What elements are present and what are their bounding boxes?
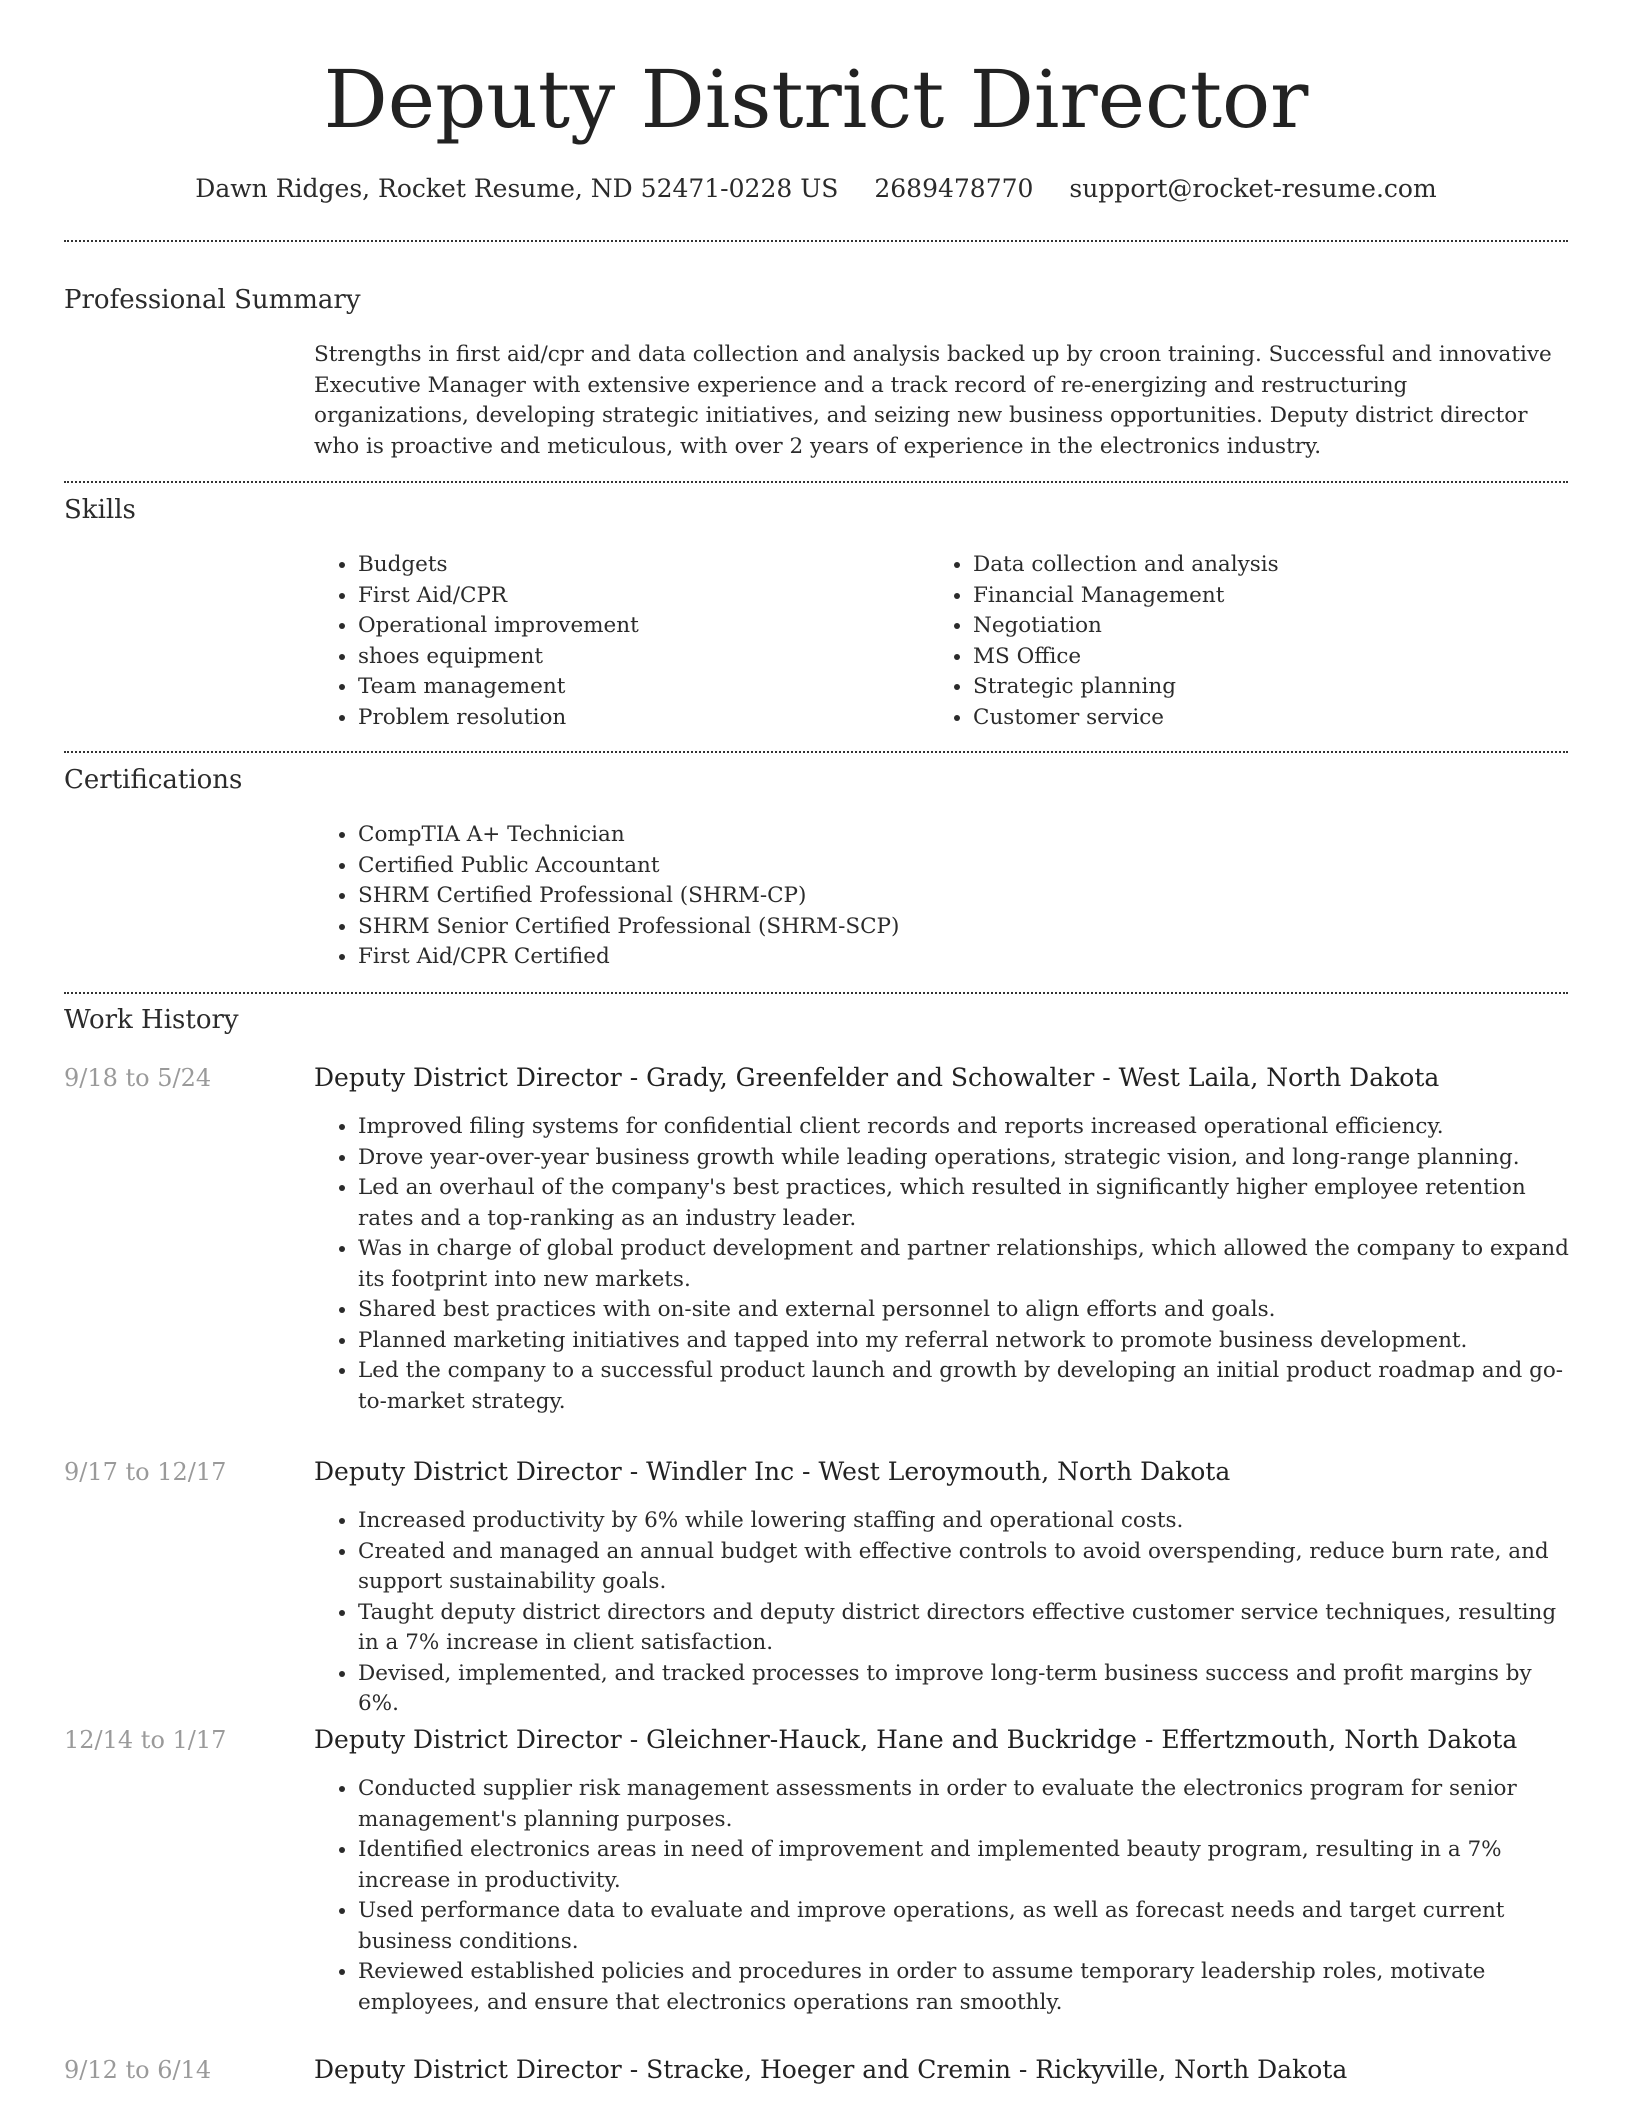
section-title-summary: Professional Summary — [64, 285, 361, 315]
certification-item: • Certified Public Accountant — [358, 851, 1570, 882]
skill-item: • Negotiation — [973, 611, 1529, 642]
job-bullet: • Improved filing systems for confidential client records and reports increased operational efficiency. — [358, 1112, 1570, 1143]
certification-item: • First Aid/CPR Certified — [358, 942, 1570, 973]
job-bullet: • Led an overhaul of the company's best practices, which resulted in significantly higher employee retention rates and a top-ranking as an industry leader. — [358, 1173, 1570, 1234]
summary-text: Strengths in first aid/cpr and data collection and analysis backed up by croon training. Successful and innovative Executive Manager with extensive experience and a track record of re-energizing and restructuring organizations, developing strategic initiatives, and seizing new business opportunities. Deputy district director who is proactive and meticulous, with over 2 years of experience in the electronics industry. — [314, 342, 1552, 459]
job-bullet: • Identified electronics areas in need of improvement and implemented beauty program, resulting in a 7% increase in productivity. — [358, 1835, 1570, 1896]
divider — [64, 240, 1568, 242]
skill-item: • First Aid/CPR — [358, 581, 914, 612]
skill-item: • Strategic planning — [973, 672, 1529, 703]
certification-item: • CompTIA A+ Technician — [358, 820, 1570, 851]
job-bullet: • Devised, implemented, and tracked processes to improve long-term business success and profit margins by 6%. — [358, 1659, 1570, 1720]
job-bullet: • Drove year-over-year business growth while leading operations, strategic vision, and long-range planning. — [358, 1143, 1570, 1174]
resume-title: Deputy District Director — [323, 53, 1309, 146]
divider — [64, 481, 1568, 483]
job-bullet: • Conducted supplier risk management assessments in order to evaluate the electronics program for senior management's planning purposes. — [358, 1774, 1570, 1835]
skill-item: • Financial Management — [973, 581, 1529, 612]
contact-address: Dawn Ridges, Rocket Resume, ND 52471-0228 US — [195, 174, 839, 203]
job-dates: 12/14 to 1/17 — [64, 1726, 227, 1754]
certification-item: • SHRM Senior Certified Professional (SHRM-SCP) — [358, 912, 1570, 943]
contact-phone: 2689478770 — [874, 174, 1034, 203]
job-bullet: • Shared best practices with on-site and external personnel to align efforts and goals. — [358, 1295, 1570, 1326]
job-heading: Deputy District Director - Gleichner-Hauck, Hane and Buckridge - Effertzmouth, North Dakota — [314, 1725, 1518, 1754]
job-bullets — [314, 1506, 1570, 1720]
divider — [64, 751, 1568, 753]
job-heading: Deputy District Director - Stracke, Hoeger and Cremin - Rickyville, North Dakota — [314, 2055, 1348, 2084]
job-bullet: • Increased productivity by 6% while lowering staffing and operational costs. — [358, 1506, 1570, 1537]
skill-item: • Operational improvement — [358, 611, 914, 642]
job-bullet: • Created and managed an annual budget with effective controls to avoid overspending, reduce burn rate, and support sustainability goals. — [358, 1537, 1570, 1598]
job-bullet: • Reviewed established policies and procedures in order to assume temporary leadership roles, motivate employees, and ensure that electronics operations ran smoothly. — [358, 1957, 1570, 2018]
section-title-certifications: Certifications — [64, 765, 243, 795]
contact-line — [0, 172, 1632, 206]
skill-item: • Customer service — [973, 703, 1529, 734]
certifications-list — [314, 820, 1570, 973]
contact-email[interactable]: support@rocket-resume.com — [1069, 174, 1437, 203]
certification-item: • SHRM Certified Professional (SHRM-CP) — [358, 881, 1570, 912]
job-bullet: • Planned marketing initiatives and tapped into my referral network to promote business development. — [358, 1326, 1570, 1357]
skill-item: • shoes equipment — [358, 642, 914, 673]
job-bullet: • Used performance data to evaluate and improve operations, as well as forecast needs and target current business conditions. — [358, 1896, 1570, 1957]
divider — [64, 992, 1568, 994]
job-bullet: • Taught deputy district directors and deputy district directors effective customer service techniques, resulting in a 7% increase in client satisfaction. — [358, 1598, 1570, 1659]
skill-item: • Budgets — [358, 550, 914, 581]
job-bullets — [314, 1112, 1570, 1417]
skills-list-right — [929, 550, 1529, 733]
skill-item: • Problem resolution — [358, 703, 914, 734]
skill-item: • Team management — [358, 672, 914, 703]
skills-list-left — [314, 550, 914, 733]
job-dates: 9/17 to 12/17 — [64, 1458, 227, 1486]
skill-item: • Data collection and analysis — [973, 550, 1529, 581]
job-bullet: • Was in charge of global product development and partner relationships, which allowed the company to expand its footprint into new markets. — [358, 1234, 1570, 1295]
section-title-skills: Skills — [64, 495, 136, 525]
job-dates: 9/18 to 5/24 — [64, 1064, 212, 1092]
job-bullets — [314, 1774, 1570, 2018]
section-title-work-history: Work History — [64, 1005, 239, 1035]
job-heading: Deputy District Director - Grady, Greenfelder and Schowalter - West Laila, North Dakota — [314, 1063, 1440, 1092]
skill-item: • MS Office — [973, 642, 1529, 673]
job-heading: Deputy District Director - Windler Inc - West Leroymouth, North Dakota — [314, 1457, 1231, 1486]
job-dates: 9/12 to 6/14 — [64, 2056, 212, 2084]
job-bullet: • Led the company to a successful product launch and growth by developing an initial product roadmap and go-to-market strategy. — [358, 1356, 1570, 1417]
